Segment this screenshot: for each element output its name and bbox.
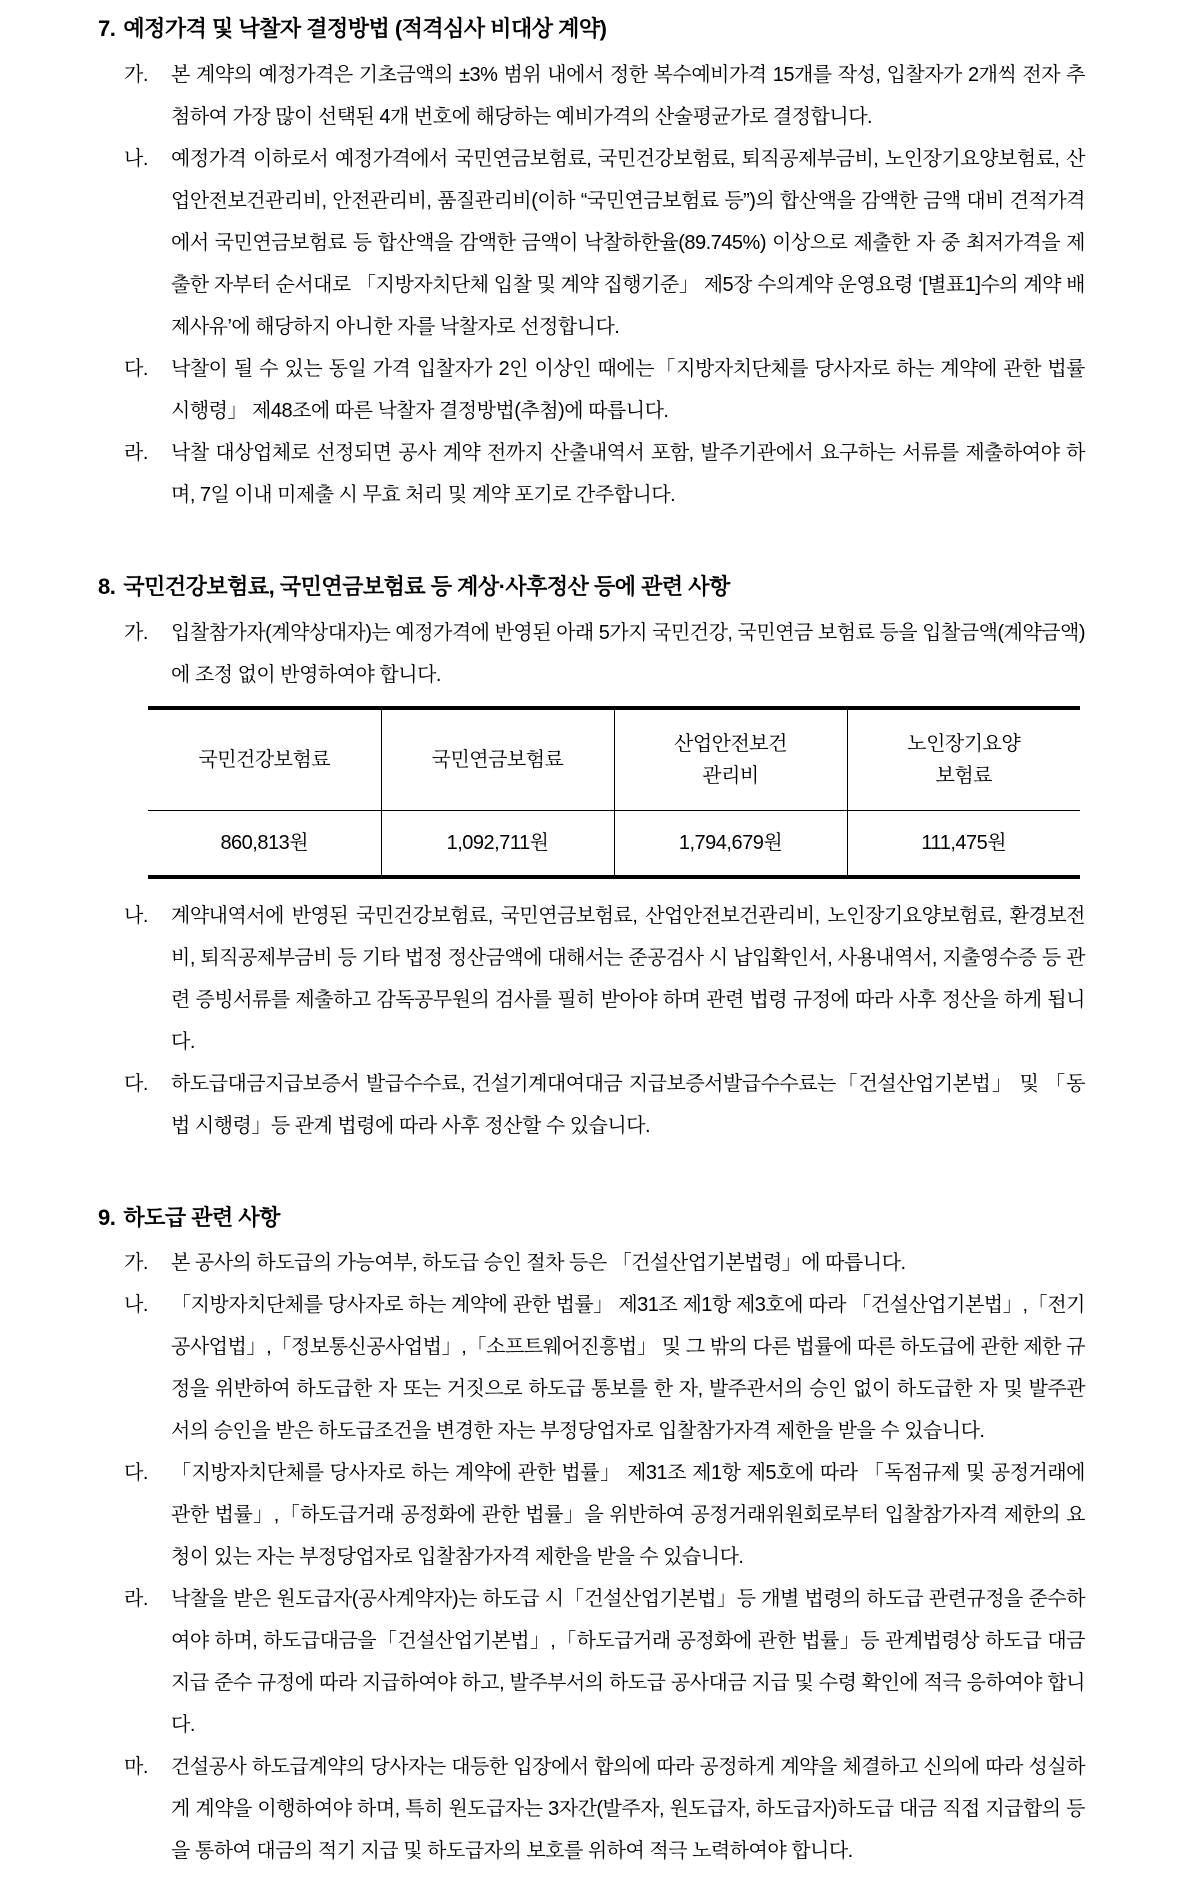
section-7-title: 예정가격 및 낙찰자 결정방법 (적격심사 비대상 계약) [123, 16, 607, 41]
section-9-title: 하도급 관련 사항 [123, 1204, 280, 1230]
clause-text: 낙찰 대상업체로 선정되면 공사 계약 전까지 산출내역서 포함, 발주기관에서 요구하는 서류를 제출하여야 하며, 7일 이내 미제출 시 무효 처리 및 계약 포기로 간주합니다. [171, 441, 1085, 506]
clause-label: 나. [124, 1294, 148, 1317]
clause-item [98, 138, 1085, 348]
clause-text: 본 공사의 하도급의 가능여부, 하도급 승인 절차 등은 「건설산업기본법령」에 따릅니다. [171, 1252, 906, 1275]
table-header-cell [847, 708, 1080, 811]
clause-label: 마. [124, 1756, 148, 1779]
section-9 [98, 1197, 1085, 1873]
section-8 [98, 566, 1085, 1147]
insurance-cost-table [148, 706, 1080, 879]
section-8-title: 국민건강보험료, 국민연금보험료 등 계상·사후정산 등에 관련 사항 [123, 573, 730, 599]
clause-text: 건설공사 하도급계약의 당사자는 대등한 입장에서 합의에 따라 공정하게 계약을 체결하고 신의에 따라 성실하게 계약을 이행하여야 하며, 특히 원도급자는 3자간(발주자, 원도급자, 하도급자)하도급 대금 직접 지급합의 등을 통하여 대금의 적기 지급 및 하도급자의 보호를 위하여 적극 노력하여야 합니다. [171, 1756, 1085, 1863]
clause-item [98, 1746, 1085, 1872]
header-line: 노인장기요양 [907, 732, 1021, 755]
header-line: 국민연금보험료 [431, 748, 564, 771]
clause-text: 입찰참가자(계약상대자)는 예정가격에 반영된 아래 5가지 국민건강, 국민연금 보험료 등을 입찰금액(계약금액)에 조정 없이 반영하여야 합니다. [171, 621, 1085, 686]
table-header-cell [148, 708, 381, 811]
header-line: 관리비 [702, 764, 759, 787]
clause-text: 낙찰을 받은 원도급자(공사계약자)는 하도급 시「건설산업기본법」등 개별 법령의 하도급 관련규정을 준수하여야 하며, 하도급대금을「건설산업기본법」,「하도급거래 공정화에 관한 법률」등 관계법령상 하도급 대금 지급 준수 규정에 따라 지급하여야 하고, 발주부서의 하도급 공사대금 지급 및 수령 확인에 적극 응하여야 합니다. [171, 1588, 1085, 1737]
clause-label: 라. [124, 1588, 148, 1611]
section-8-number: 8. [98, 573, 116, 599]
section-7 [98, 8, 1085, 516]
clause-item [98, 54, 1085, 138]
clause-item [98, 1063, 1085, 1147]
clause-label: 가. [124, 63, 148, 86]
clause-item [98, 348, 1085, 432]
clause-item [98, 432, 1085, 516]
header-line: 국민건강보험료 [198, 748, 331, 771]
clause-text: 계약내역서에 반영된 국민건강보험료, 국민연금보험료, 산업안전보건관리비, 노인장기요양보험료, 환경보전비, 퇴직공제부금비 등 기타 법정 정산금액에 대해서는 준공검사 시 납입확인서, 사용내역서, 지출영수증 등 관련 증빙서류를 제출하고 감독공무원의 검사를 필히 받아야 하며 관련 법령 규정에 따라 사후 정산을 하게 됩니다. [171, 904, 1085, 1053]
clause-text: 본 계약의 예정가격은 기초금액의 ±3% 범위 내에서 정한 복수예비가격 15개를 작성, 입찰자가 2개씩 전자 추첨하여 가장 많이 선택된 4개 번호에 해당하는 예비가격의 산술평균가로 결정합니다. [171, 63, 1085, 128]
clause-text: 「지방자치단체를 당사자로 하는 계약에 관한 법률」 제31조 제1항 제3호에 따라 「건설산업기본법」,「전기공사업법」,「정보통신공사업법」,「소프트웨어진흥법」 및 그 밖의 다른 법률에 따른 하도급에 관한 제한 규정을 위반하여 하도급한 자 또는 거짓으로 하도급 통보를 한 자, 발주관서의 승인 없이 하도급한 자 및 발주관서의 승인을 받은 하도급조건을 변경한 자는 부정당업자로 입찰참가자격 제한을 받을 수 있습니다. [171, 1294, 1085, 1443]
clause-label: 다. [124, 1072, 148, 1095]
clause-item [98, 612, 1085, 696]
section-7-heading [98, 8, 1085, 50]
clause-text: 낙찰이 될 수 있는 동일 가격 입찰자가 2인 이상인 때에는「지방자치단체를 당사자로 하는 계약에 관한 법률 시행령」 제48조에 따른 낙찰자 결정방법(추첨)에 따릅니다. [171, 357, 1085, 422]
table-value-row [148, 810, 1080, 877]
section-7-number: 7. [98, 16, 116, 41]
section-8-heading [98, 566, 1085, 608]
clause-item [98, 895, 1085, 1063]
clause-label: 나. [124, 147, 148, 170]
table-header-row [148, 708, 1080, 811]
clause-item [98, 1578, 1085, 1746]
header-line: 산업안전보건 [674, 732, 787, 755]
clause-label: 다. [124, 357, 148, 380]
table-value-cell: 860,813원 [220, 831, 309, 854]
clause-label: 나. [124, 904, 148, 927]
table-value-cell: 1,092,711원 [381, 810, 614, 877]
section-9-heading [98, 1197, 1085, 1239]
clause-text: 「지방자치단체를 당사자로 하는 계약에 관한 법률」 제31조 제1항 제5호에 따라 「독점규제 및 공정거래에 관한 법률」,「하도급거래 공정화에 관한 법률」을 위반하여 공정거래위원회로부터 입찰참가자격 제한의 요청이 있는 자는 부정당업자로 입찰참가자격 제한을 받을 수 있습니다. [171, 1462, 1085, 1569]
clause-item [98, 1452, 1085, 1578]
header-line: 보험료 [935, 764, 992, 787]
table-header-cell [381, 708, 614, 811]
section-9-number: 9. [98, 1204, 116, 1230]
table-value-cell: 1,794,679원 [614, 810, 847, 877]
clause-text: 예정가격 이하로서 예정가격에서 국민연금보험료, 국민건강보험료, 퇴직공제부금비, 노인장기요양보험료, 산업안전보건관리비, 안전관리비, 품질관리비(이하 “국민연금보험료 등”)의 합산액을 감액한 금액 대비 견적가격에서 국민연금보험료 등 합산액을 감액한 금액이 낙찰하한율(89.745%) 이상으로 제출한 자 중 최저가격을 제출한 자부터 순서대로 「지방자치단체 입찰 및 계약 집행기준」 제5장 수의계약 운영요령 ‘[별표1]수의 계약 배제사유’에 해당하지 아니한 자를 낙찰자로 선정합니다. [171, 147, 1085, 338]
clause-text: 하도급대금지급보증서 발급수수료, 건설기계대여대금 지급보증서발급수수료는「건설산업기본법」 및 「동법 시행령」등 관계 법령에 따라 사후 정산할 수 있습니다. [171, 1072, 1085, 1137]
clause-item [98, 1284, 1085, 1452]
clause-label: 가. [124, 1252, 148, 1275]
table-header-cell [614, 708, 847, 811]
clause-item [98, 1242, 1085, 1284]
table-value-cell: 111,475원 [847, 810, 1080, 877]
clause-label: 다. [124, 1462, 148, 1485]
clause-label: 라. [124, 441, 148, 464]
clause-label: 가. [124, 621, 148, 644]
